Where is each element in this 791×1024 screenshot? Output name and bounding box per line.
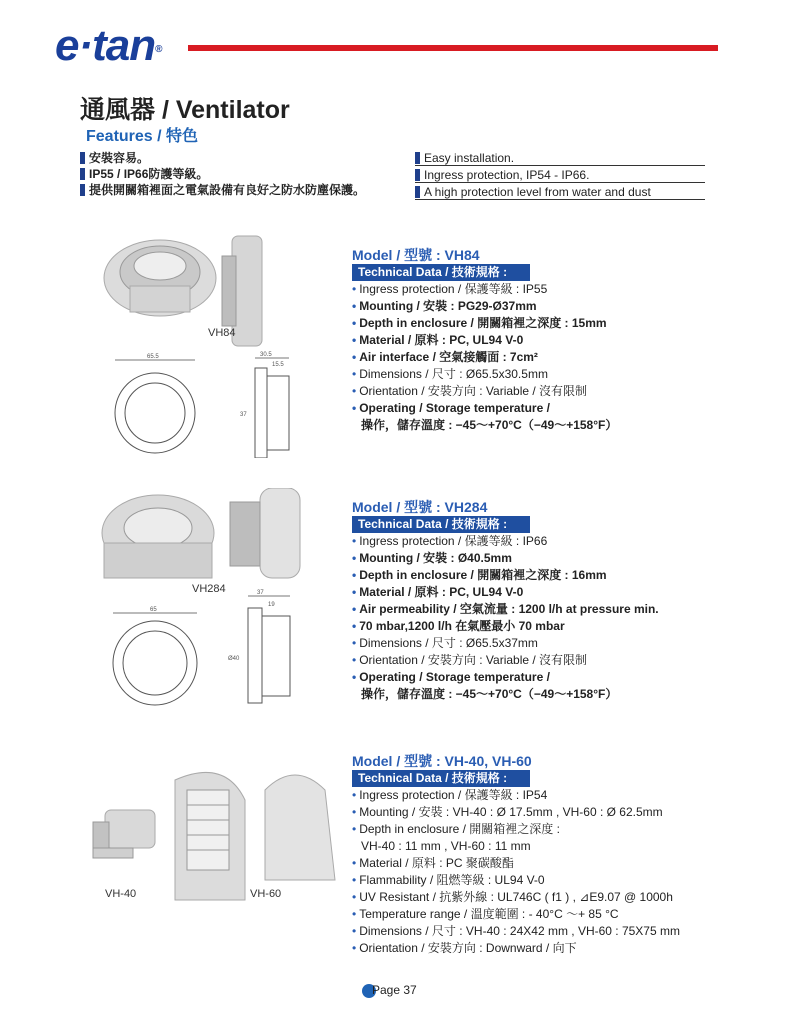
spec-item: • Depth in enclosure / 開關箱裡之深度 : 16mm (352, 568, 607, 582)
model-vh40-vh60-title: Model / 型號 : VH-40, VH-60 (352, 753, 532, 769)
page-title: 通風器 / Ventilator (80, 96, 290, 124)
spec-item: • Material / 原料 : PC 聚碳酸酯 (352, 856, 514, 870)
tech-data-label: Technical Data / 技術規格 : (352, 516, 530, 533)
vh284-spec-list (352, 533, 659, 703)
spec-item: • Orientation / 安裝方向 : Downward / 向下 (352, 941, 577, 955)
vh284-caption: VH284 (192, 583, 226, 595)
vh84-drawing-front (115, 354, 195, 453)
spec-item: • Temperature range / 溫度範圍 : - 40°C ～+ 85 °C (352, 907, 619, 921)
header-divider (188, 45, 718, 51)
vh284-dim-length: 37 (257, 590, 264, 596)
vh84-illustration (100, 228, 360, 458)
vh84-drawing-side (240, 352, 289, 458)
spec-item: • Flammability / 阻燃等級 : UL94 V-0 (352, 873, 545, 887)
model-vh284-title: Model / 型號 : VH284 (352, 499, 488, 515)
model-vh84-title: Model / 型號 : VH84 (352, 247, 480, 263)
spec-item: • Operating / Storage temperature / (352, 670, 550, 684)
spec-item: • Material / 原料 : PC, UL94 V-0 (352, 333, 524, 347)
vh284-dim-depth: 19 (268, 602, 275, 608)
vh284-photo-side (230, 488, 300, 578)
vh40-photo (93, 810, 155, 858)
feature-item: Easy installation. (415, 150, 705, 166)
feature-item: IP55 / IP66防護等級。 (80, 166, 365, 182)
spec-item: • Air interface / 空氣接觸面 : 7cm² (352, 350, 538, 364)
tech-data-label: Technical Data / 技術規格 : (352, 770, 530, 787)
vh40-vh60-spec-list (352, 787, 680, 957)
spec-item: • Material / 原料 : PC, UL94 V-0 (352, 585, 524, 599)
spec-item: • Ingress protection / 保護等級 : IP55 (352, 282, 548, 296)
vh40-caption: VH-40 (105, 888, 137, 900)
vh84-photo-front (104, 240, 216, 316)
vh84-dim-diameter: 65.5 (147, 354, 159, 360)
spec-item: • Ingress protection / 保護等級 : IP54 (352, 788, 548, 802)
vh284-photo-front (102, 495, 214, 578)
spec-item: • Operating / Storage temperature / (352, 401, 550, 415)
vh284-dim-height: Ø40 (228, 656, 240, 662)
vh84-spec-list (352, 281, 617, 434)
spec-item: 操作，儲存溫度 : −45～+70°C（−49～+158°F） (361, 418, 618, 432)
features-zh (80, 150, 365, 198)
spec-item: • Dimensions / 尺寸 : Ø65.5x30.5mm (352, 367, 548, 381)
feature-item: 提供開關箱裡面之電氣設備有良好之防水防塵保護。 (80, 182, 365, 198)
spec-item: • Depth in enclosure / 開關箱裡之深度 : (352, 822, 560, 836)
vh60-photo-closed (265, 775, 335, 880)
feature-item: A high protection level from water and dust (415, 184, 705, 200)
features-heading: Features / 特色 (86, 128, 199, 145)
spec-item: • Dimensions / 尺寸 : Ø65.5x37mm (352, 636, 538, 650)
spec-item: • Mounting / 安裝 : PG29-Ø37mm (352, 299, 537, 313)
vh284-illustration (100, 488, 360, 718)
spec-item: • Orientation / 安裝方向 : Variable / 沒有限制 (352, 653, 588, 667)
vh84-caption: VH84 (208, 327, 236, 339)
vh284-drawing-front (113, 607, 197, 705)
spec-item: • Orientation / 安裝方向 : Variable / 沒有限制 (352, 384, 588, 398)
spec-item: VH-40 : 11 mm , VH-60 : 11 mm (361, 839, 531, 853)
brand-logo: e·tan® (55, 21, 162, 70)
tech-data-label: Technical Data / 技術規格 : (352, 264, 530, 281)
vh84-dim-length: 30.5 (260, 352, 272, 358)
spec-item: • Mounting / 安裝 : Ø40.5mm (352, 551, 512, 565)
spec-item: • Dimensions / 尺寸 : VH-40 : 24X42 mm , VH-60 : 75X75 mm (352, 924, 680, 938)
vh40-vh60-illustration (75, 760, 355, 920)
spec-item: • Depth in enclosure / 開關箱裡之深度 : 15mm (352, 316, 607, 330)
vh84-dim-depth: 15.5 (272, 362, 284, 368)
vh84-dim-height: 37 (240, 412, 247, 418)
page-number: Page 37 (372, 983, 417, 997)
vh60-photo-open (175, 772, 245, 900)
spec-item: 操作，儲存溫度 : −45～+70°C（−49～+158°F） (361, 687, 618, 701)
feature-item: 安裝容易。 (80, 150, 365, 166)
feature-item: Ingress protection, IP54 - IP66. (415, 167, 705, 183)
spec-item: • UV Resistant / 抗紫外線 : UL746C ( f1 ) , ⊿E9.07 @ 1000h (352, 890, 673, 904)
spec-item: • Mounting / 安裝 : VH-40 : Ø 17.5mm , VH-60 : Ø 62.5mm (352, 805, 663, 819)
vh284-dim-diameter: 65 (150, 607, 157, 613)
vh284-drawing-side (228, 590, 290, 703)
spec-item: • Air permeability / 空氣流量 : 1200 l/h at pressure min. (352, 602, 659, 616)
spec-item: • 70 mbar,1200 l/h 在氣壓最小 70 mbar (352, 619, 565, 633)
vh60-caption: VH-60 (250, 888, 282, 900)
spec-item: • Ingress protection / 保護等級 : IP66 (352, 534, 548, 548)
features-en (415, 150, 705, 201)
